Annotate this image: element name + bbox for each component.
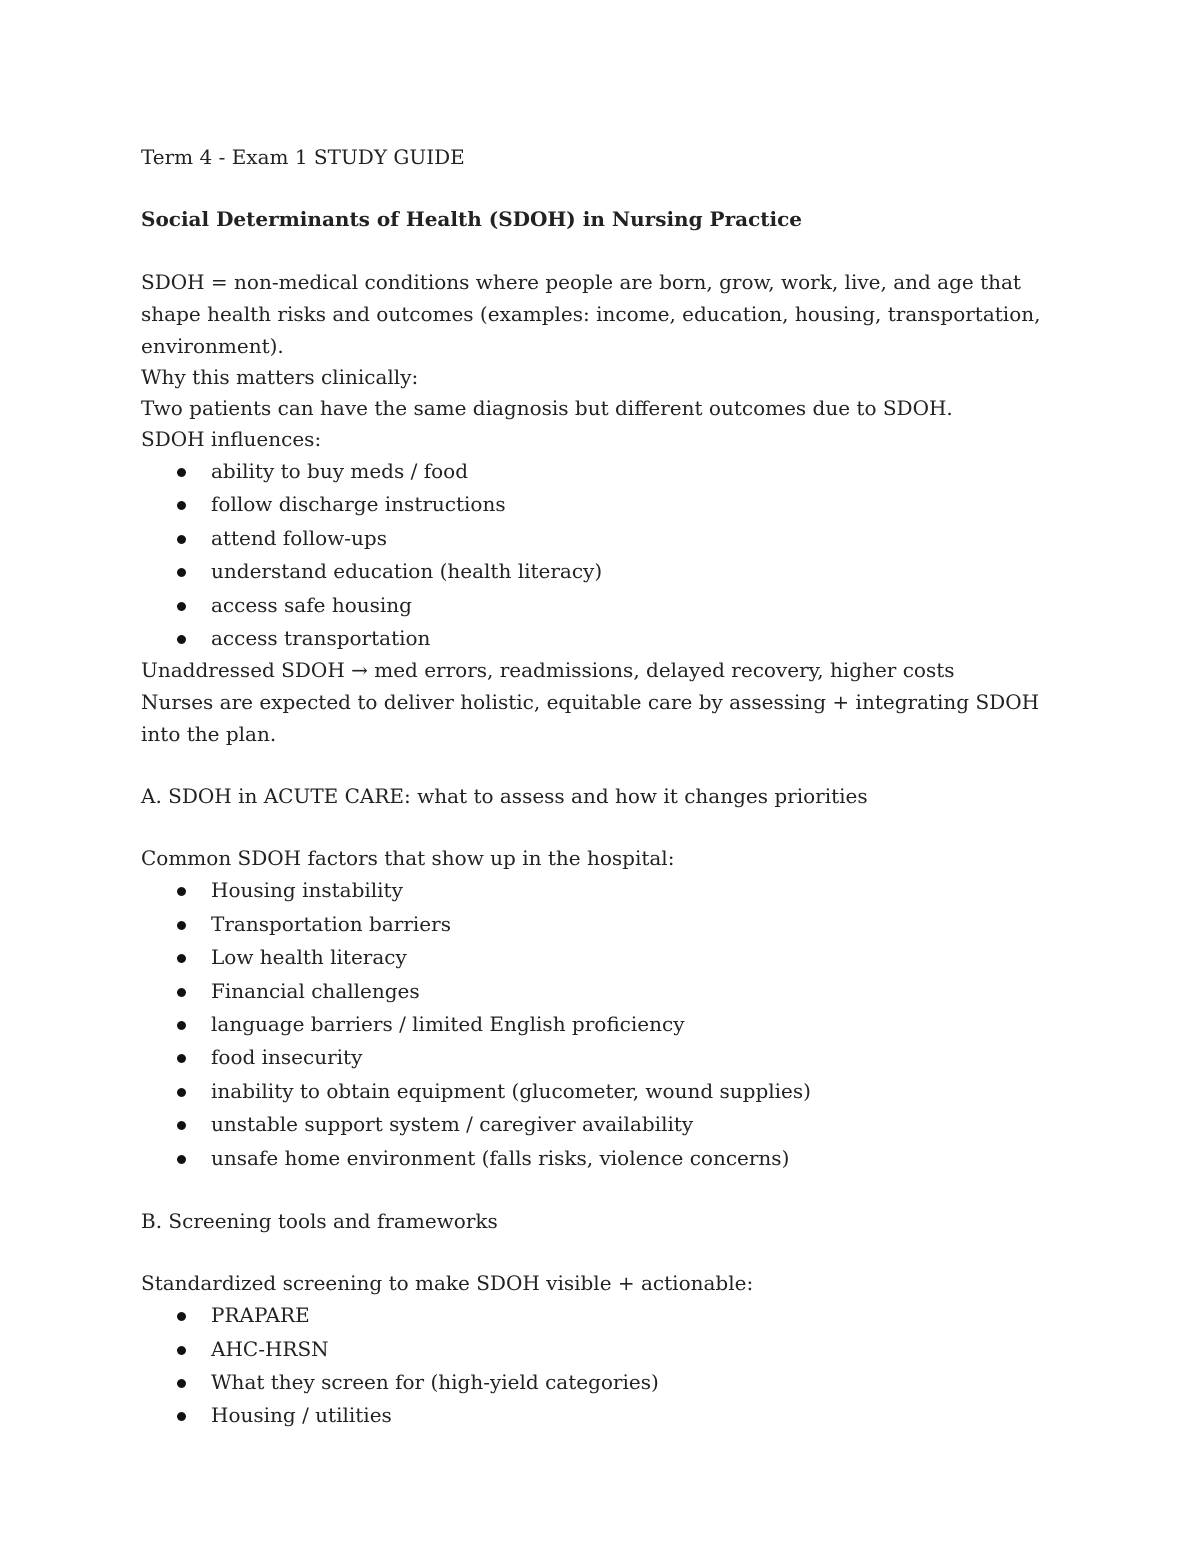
list-item [141,1333,1061,1366]
list-item [141,1108,1061,1141]
bullet-icon [177,568,186,577]
list-item [141,1366,1061,1399]
spacer [141,750,1061,781]
list-item-text: unsafe home environment (falls risks, violence concerns) [211,1145,790,1170]
spacer [141,812,1061,843]
section-a-lead: Common SDOH factors that show up in the hospital: [141,846,675,871]
list-item-text: follow discharge instructions [211,492,506,517]
list-item-text: access transportation [211,626,431,651]
list-item-text: understand education (health literacy) [211,559,603,584]
list-item-text: attend follow-ups [211,525,387,550]
influences-label: SDOH influences: [141,427,322,451]
section-a-heading: A. SDOH in ACUTE CARE: what to assess and how it changes priorities [141,784,868,809]
list-item [141,555,1061,588]
section-b-heading: B. Screening tools and frameworks [141,1209,498,1234]
influences-list [141,455,1061,655]
list-item [141,455,1061,488]
list-item [141,1008,1061,1041]
hospital-factors-list [141,874,1061,1175]
list-item-text: inability to obtain equipment (glucometer, wound supplies) [211,1078,811,1103]
document-title: Term 4 - Exam 1 STUDY GUIDE [141,145,465,169]
list-item-text: Financial challenges [211,978,420,1003]
two-patients-text: Two patients can have the same diagnosis but different outcomes due to SDOH. [141,396,953,420]
bullet-icon [177,887,186,896]
list-item-text: Housing / utilities [211,1403,392,1428]
spacer [141,235,1061,266]
list-item [141,589,1061,622]
list-item-text: PRAPARE [211,1303,310,1328]
spacer [141,1237,1061,1268]
list-item [141,874,1061,907]
list-item [141,522,1061,555]
bullet-icon [177,1121,186,1130]
list-item [141,622,1061,655]
list-item [141,941,1061,974]
list-item [141,1142,1061,1175]
bullet-icon [177,1312,186,1321]
bullet-icon [177,1379,186,1388]
why-label: Why this matters clinically: [141,365,419,389]
bullet-icon [177,635,186,644]
list-item [141,1075,1061,1108]
bullet-icon [177,535,186,544]
bullet-icon [177,921,186,930]
list-item [141,488,1061,521]
screening-tools-list [141,1299,1061,1433]
spacer [141,1175,1061,1206]
document-body [141,142,1061,1433]
bullet-icon [177,1021,186,1030]
bullet-icon [177,1155,186,1164]
list-item-text: Housing instability [211,878,403,903]
list-item-text: unstable support system / caregiver availability [211,1112,694,1137]
bullet-icon [177,954,186,963]
list-item-text: Transportation barriers [211,911,451,936]
list-item [141,908,1061,941]
list-item-text: access safe housing [211,592,412,617]
list-item [141,1299,1061,1332]
list-item [141,1041,1061,1074]
list-item [141,975,1061,1008]
bullet-icon [177,1346,186,1355]
section-b-lead: Standardized screening to make SDOH visible + actionable: [141,1271,754,1296]
unaddressed-text: Unaddressed SDOH → med errors, readmissions, delayed recovery, higher costs [141,658,955,683]
bullet-icon [177,988,186,997]
sdoh-definition: SDOH = non-medical conditions where people are born, grow, work, live, and age that shape health risks and outcomes (examples: income, education, housing, transportation, environment). [141,270,1041,358]
list-item-text: What they screen for (high-yield categories) [211,1369,659,1394]
list-item-text: ability to buy meds / food [211,459,468,483]
list-item-text: language barriers / limited English proficiency [211,1012,685,1037]
nurses-text: Nurses are expected to deliver holistic, equitable care by assessing + integrating SDOH into the plan. [141,690,1040,747]
bullet-icon [177,1088,186,1097]
bullet-icon [177,468,186,477]
list-item [141,1399,1061,1432]
section-heading: Social Determinants of Health (SDOH) in Nursing Practice [141,207,802,231]
bullet-icon [177,1054,186,1063]
list-item-text: AHC-HRSN [211,1336,329,1361]
list-item-text: Low health literacy [211,945,407,970]
list-item-text: food insecurity [211,1045,363,1070]
bullet-icon [177,602,186,611]
bullet-icon [177,1412,186,1421]
bullet-icon [177,501,186,510]
spacer [141,173,1061,204]
